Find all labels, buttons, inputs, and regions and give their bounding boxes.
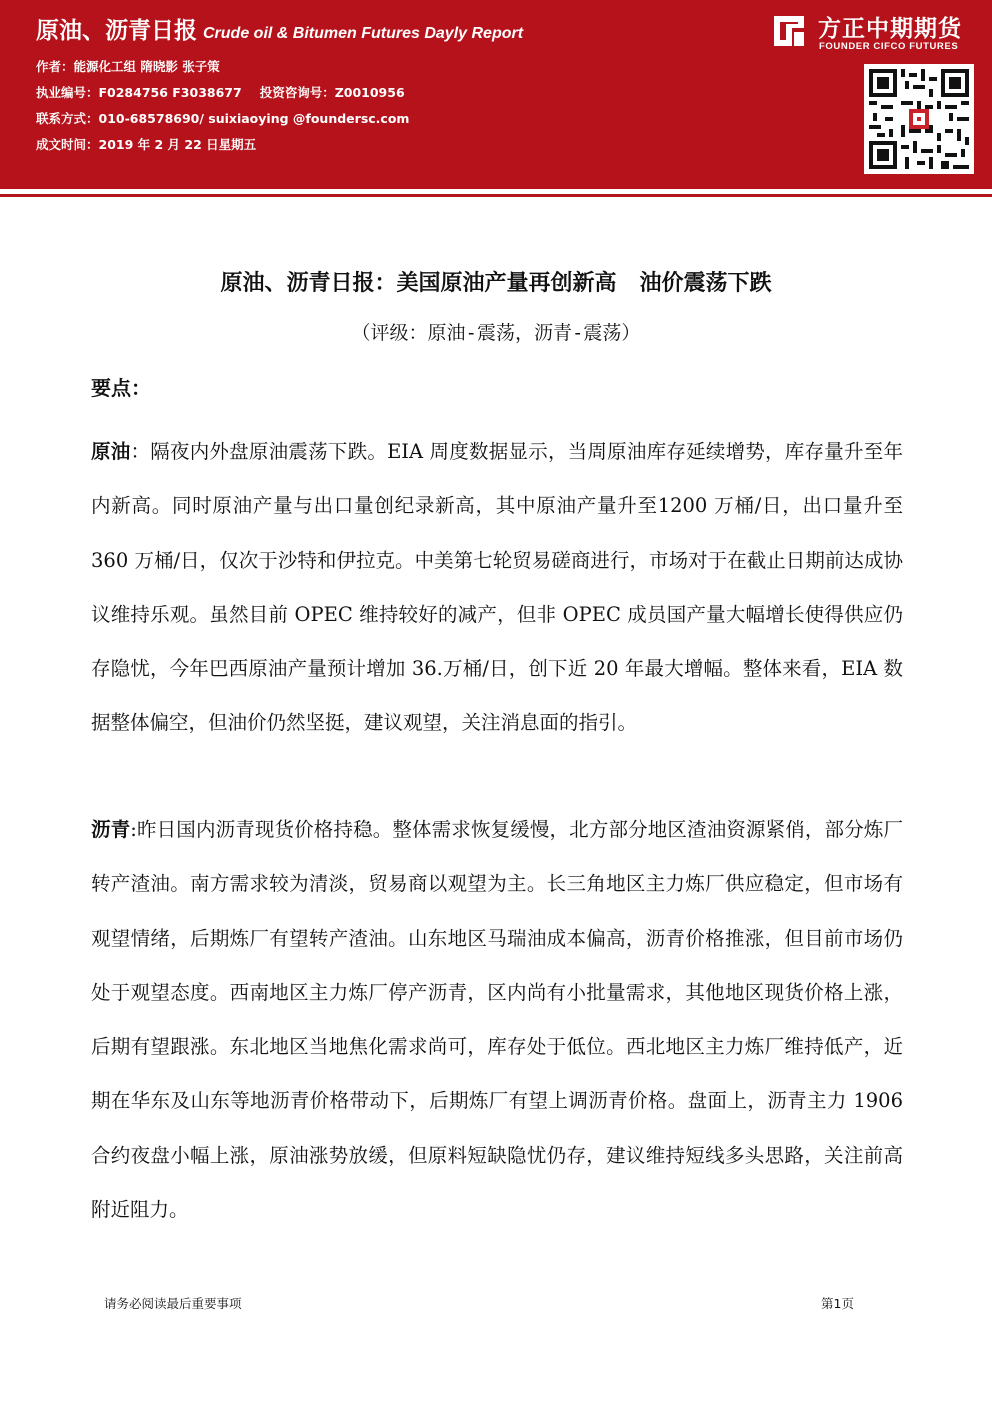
report-title-en: Crude oil & Bitumen Futures Dayly Report [203, 25, 524, 42]
consult-number: 投资咨询号：Z0010956 [259, 85, 405, 100]
company-name-cn: 方正中期期货 [818, 16, 962, 42]
page-number: 第1页 [821, 1296, 854, 1311]
bitumen-text: :昨日国内沥青现货价格持稳。整体需求恢复缓慢，北方部分地区渣油资源紧俏，部分炼厂转产渣油。南方需求较为清淡，贸易商以观望为主。长三角地区主力炼厂供应稳定，但市场有观望情绪，后期炼厂有望转产渣油。山东地区马瑞油成本偏高，沥青价格推涨，但目前市场仍处于观望态度。西南地区主力炼厂停产沥青，区内尚有小批量需求，其他地区现货价格上涨，后期有望跟涨。东北地区当地焦化需求尚可，库存处于低位。西北地区主力炼厂维持低产，近期在华东及山东等地沥青价格带动下，后期炼厂有望上调沥青价格。盘面上，沥青主力 1906合约夜盘小幅上涨，原油涨势放缓，但原料短缺隐忧仍存，建议维持短线多头思路，关注前高附近阻力。 [91, 818, 903, 1222]
header-rule-thin [0, 194, 992, 197]
company-logo [770, 8, 985, 58]
qr-code-icon [864, 64, 974, 174]
footer-disclaimer: 请务必阅读最后重要事项 [104, 1296, 242, 1311]
author-line: 作者：能源化工组 隋晓影 张子策 [36, 59, 220, 74]
contact-line: 联系方式：010-68578690/ suixiaoying @foundersc.com [36, 111, 410, 126]
crude-oil-paragraph [91, 425, 903, 751]
report-title-cn: 原油、沥青日报 [36, 18, 197, 44]
header-rule-thick [0, 180, 992, 189]
document-title: 原油、沥青日报：美国原油产量再创新高 油价震荡下跌 [220, 271, 772, 296]
report-title [36, 12, 523, 45]
license-line [36, 84, 409, 110]
license-number: 执业编号：F0284756 F3038677 [36, 85, 242, 100]
key-points-heading: 要点： [91, 376, 151, 400]
rating-line: （评级：原油-震荡，沥青-震荡） [351, 322, 641, 344]
company-name-en: FOUNDER CIFCO FUTURES [819, 41, 959, 52]
author-info [36, 58, 409, 162]
header-banner [0, 0, 992, 180]
bitumen-label: 沥青 [91, 818, 131, 841]
date-line: 成文时间：2019 年 2 月 22 日星期五 [36, 137, 257, 152]
crude-oil-label: 原油 [91, 440, 131, 463]
founder-logo-icon [770, 12, 808, 50]
bitumen-paragraph [91, 803, 903, 1237]
crude-oil-text: ：隔夜内外盘原油震荡下跌。EIA 周度数据显示，当周原油库存延续增势，库存量升至年内新高。同时原油产量与出口量创纪录新高，其中原油产量升至1200 万桶/日，出口量升至 360 万桶/日，仅次于沙特和伊拉克。中美第七轮贸易磋商进行，市场对于在截止日期前达成协议维持乐观。虽然目前 OPEC 维持较好的减产，但非 OPEC 成员国产量大幅增长使得供应仍存隐忧，今年巴西原油产量预计增加 36.万桶/日，创下近 20 年最大增幅。整体来看，EIA 数据整体偏空，但油价仍然坚挺，建议观望，关注消息面的指引。 [91, 440, 903, 735]
